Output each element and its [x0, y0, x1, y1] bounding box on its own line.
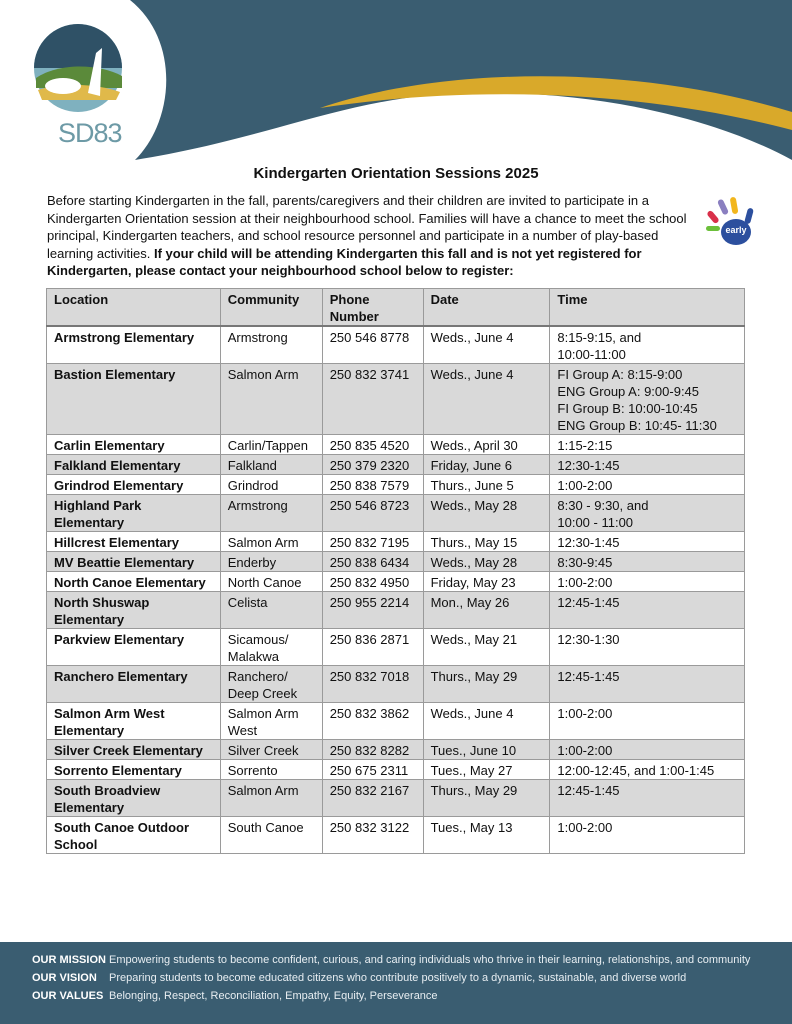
community-cell: Celista: [220, 592, 322, 629]
date-cell: Tues., May 13: [423, 817, 550, 854]
date-cell: Tues., May 27: [423, 760, 550, 780]
date-cell: Weds., June 4: [423, 703, 550, 740]
location-cell: Bastion Elementary: [47, 364, 221, 435]
phone-cell: 250 832 8282: [322, 740, 423, 760]
phone-cell: 250 836 2871: [322, 629, 423, 666]
time-cell: 1:00-2:00: [550, 703, 745, 740]
intro-paragraph: [47, 192, 697, 280]
time-cell: 8:15-9:15, and 10:00-11:00: [550, 326, 745, 364]
location-cell: Silver Creek Elementary: [47, 740, 221, 760]
date-cell: Weds., May 28: [423, 552, 550, 572]
location-cell: Armstrong Elementary: [47, 326, 221, 364]
table-row: [47, 475, 745, 495]
location-cell: Falkland Elementary: [47, 455, 221, 475]
phone-cell: 250 832 2167: [322, 780, 423, 817]
intro-bold-text: If your child will be attending Kindergarten this fall and is not yet registered for Kindergarten, please contact your neighbourhood school below to register:: [47, 245, 642, 278]
phone-cell: 250 835 4520: [322, 435, 423, 455]
location-cell: Parkview Elementary: [47, 629, 221, 666]
community-cell: Armstrong: [220, 326, 322, 364]
community-cell: Ranchero/ Deep Creek: [220, 666, 322, 703]
table-row: [47, 326, 745, 364]
phone-cell: 250 832 3862: [322, 703, 423, 740]
table-row: [47, 740, 745, 760]
time-cell: 8:30 - 9:30, and 10:00 - 11:00: [550, 495, 745, 532]
intro-text: Before starting Kindergarten in the fall, parents/caregivers and their children are invited to participate in a Kindergarten Orientation session at their neighbourhood school. Families will have a chance to meet the school principal, Kindergarten teachers, and school resource personnel and participate in a number of play-based learning activities.: [47, 193, 687, 261]
time-cell: 12:30-1:45: [550, 532, 745, 552]
time-cell: 1:00-2:00: [550, 817, 745, 854]
time-cell: FI Group A: 8:15-9:00 ENG Group A: 9:00-9:45 FI Group B: 10:00-10:45 ENG Group B: 10:45- 11:30: [550, 364, 745, 435]
date-cell: Thurs., June 5: [423, 475, 550, 495]
community-cell: South Canoe: [220, 817, 322, 854]
table-row: [47, 495, 745, 532]
location-cell: Highland Park Elementary: [47, 495, 221, 532]
community-cell: Salmon Arm: [220, 364, 322, 435]
table-row: [47, 532, 745, 552]
location-cell: Carlin Elementary: [47, 435, 221, 455]
table-row: [47, 455, 745, 475]
location-cell: South Canoe Outdoor School: [47, 817, 221, 854]
table-row: [47, 592, 745, 629]
date-cell: Thurs., May 15: [423, 532, 550, 552]
community-cell: Silver Creek: [220, 740, 322, 760]
footer-text: Preparing students to become educated citizens who contribute positively to a dynamic, sustainable, and diverse world: [109, 972, 687, 984]
time-cell: 8:30-9:45: [550, 552, 745, 572]
column-header: Location: [47, 289, 221, 327]
footer-label: OUR VALUES: [32, 990, 104, 1002]
phone-cell: 250 832 7195: [322, 532, 423, 552]
phone-cell: 250 838 6434: [322, 552, 423, 572]
community-cell: North Canoe: [220, 572, 322, 592]
time-cell: 1:00-2:00: [550, 572, 745, 592]
phone-cell: 250 832 3122: [322, 817, 423, 854]
table-row: [47, 780, 745, 817]
date-cell: Weds., May 28: [423, 495, 550, 532]
table-row: [47, 703, 745, 740]
table-row: [47, 364, 745, 435]
table-row: [47, 629, 745, 666]
phone-cell: 250 379 2320: [322, 455, 423, 475]
phone-cell: 250 546 8723: [322, 495, 423, 532]
community-cell: Salmon Arm West: [220, 703, 322, 740]
svg-text:early: early: [725, 225, 747, 235]
footer-label: OUR MISSION: [32, 954, 106, 966]
footer-text: Empowering students to become confident, curious, and caring individuals who thrive in their learning, relationships, and community: [109, 954, 751, 966]
location-cell: North Canoe Elementary: [47, 572, 221, 592]
table-row: [47, 817, 745, 854]
footer-statement: [32, 951, 792, 969]
community-cell: Salmon Arm: [220, 780, 322, 817]
location-cell: South Broadview Elementary: [47, 780, 221, 817]
location-cell: North Shuswap Elementary: [47, 592, 221, 629]
table-row: [47, 572, 745, 592]
community-cell: Enderby: [220, 552, 322, 572]
early-learning-hand-logo: [706, 196, 756, 248]
logo-text: SD83: [58, 118, 122, 148]
time-cell: 1:15-2:15: [550, 435, 745, 455]
time-cell: 1:00-2:00: [550, 475, 745, 495]
table-row: [47, 552, 745, 572]
location-cell: Sorrento Elementary: [47, 760, 221, 780]
location-cell: Salmon Arm West Elementary: [47, 703, 221, 740]
time-cell: 12:30-1:30: [550, 629, 745, 666]
community-cell: Sorrento: [220, 760, 322, 780]
date-cell: Weds., June 4: [423, 364, 550, 435]
date-cell: Friday, June 6: [423, 455, 550, 475]
time-cell: 12:45-1:45: [550, 666, 745, 703]
date-cell: Weds., May 21: [423, 629, 550, 666]
phone-cell: 250 832 7018: [322, 666, 423, 703]
phone-cell: 250 832 4950: [322, 572, 423, 592]
table-row: [47, 760, 745, 780]
table-row: [47, 435, 745, 455]
column-header: Time: [550, 289, 745, 327]
table-row: [47, 666, 745, 703]
page-title: Kindergarten Orientation Sessions 2025: [253, 165, 539, 182]
date-cell: Thurs., May 29: [423, 666, 550, 703]
time-cell: 12:45-1:45: [550, 592, 745, 629]
phone-cell: 250 546 8778: [322, 326, 423, 364]
date-cell: Weds., April 30: [423, 435, 550, 455]
date-cell: Weds., June 4: [423, 326, 550, 364]
column-header: Date: [423, 289, 550, 327]
location-cell: MV Beattie Elementary: [47, 552, 221, 572]
column-header: Community: [220, 289, 322, 327]
footer-statement: [32, 987, 792, 1005]
time-cell: 1:00-2:00: [550, 740, 745, 760]
community-cell: Grindrod: [220, 475, 322, 495]
community-cell: Falkland: [220, 455, 322, 475]
footer-text: Belonging, Respect, Reconciliation, Empathy, Equity, Perseverance: [109, 990, 438, 1002]
date-cell: Mon., May 26: [423, 592, 550, 629]
date-cell: Tues., June 10: [423, 740, 550, 760]
footer-label: OUR VISION: [32, 972, 97, 984]
community-cell: Sicamous/ Malakwa: [220, 629, 322, 666]
footer: [0, 942, 792, 1024]
phone-cell: 250 838 7579: [322, 475, 423, 495]
column-header: Phone Number: [322, 289, 423, 327]
location-cell: Ranchero Elementary: [47, 666, 221, 703]
sessions-table: [46, 288, 745, 854]
date-cell: Friday, May 23: [423, 572, 550, 592]
phone-cell: 250 832 3741: [322, 364, 423, 435]
time-cell: 12:00-12:45, and 1:00-1:45: [550, 760, 745, 780]
community-cell: Armstrong: [220, 495, 322, 532]
date-cell: Thurs., May 29: [423, 780, 550, 817]
time-cell: 12:30-1:45: [550, 455, 745, 475]
community-cell: Carlin/Tappen: [220, 435, 322, 455]
location-cell: Hillcrest Elementary: [47, 532, 221, 552]
time-cell: 12:45-1:45: [550, 780, 745, 817]
phone-cell: 250 675 2311: [322, 760, 423, 780]
community-cell: Salmon Arm: [220, 532, 322, 552]
phone-cell: 250 955 2214: [322, 592, 423, 629]
table-header-row: [47, 289, 745, 327]
footer-statement: [32, 969, 792, 987]
location-cell: Grindrod Elementary: [47, 475, 221, 495]
